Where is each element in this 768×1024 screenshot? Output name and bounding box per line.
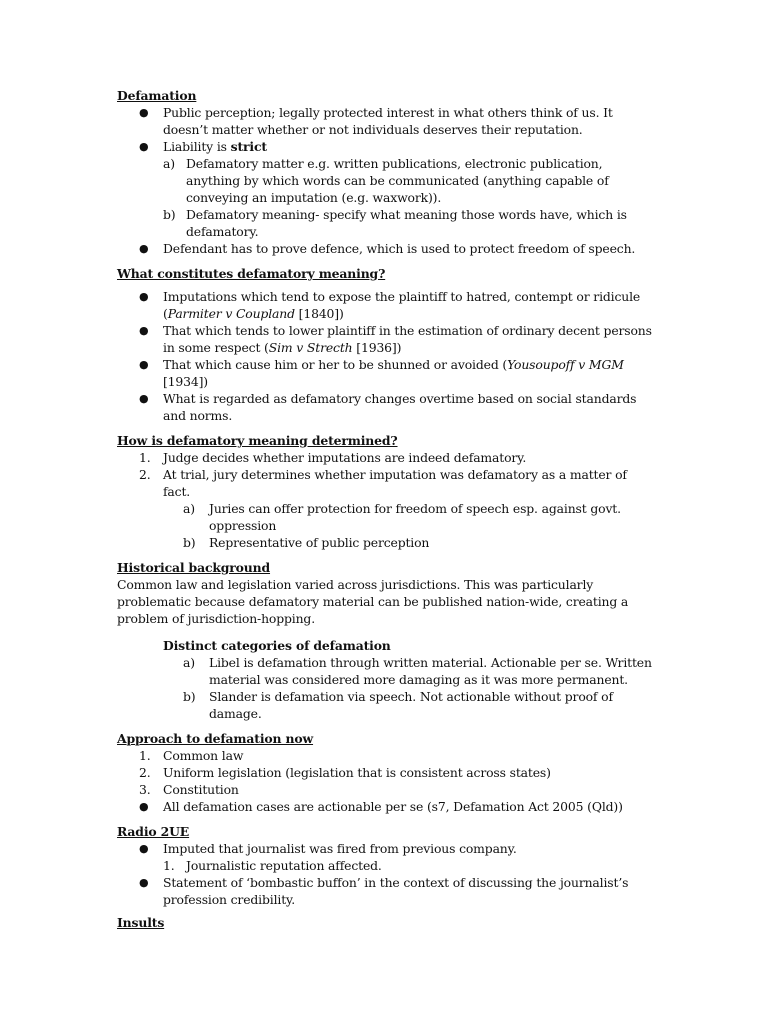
letter-marker: b) <box>163 207 176 222</box>
text-run: [1934]) <box>163 374 208 389</box>
lettered-text: Defamatory matter e.g. written publications, electronic publication, anything by which words can be communicated (anything capable of conveying an imputation (e.g. waxwork)). <box>186 156 609 205</box>
number-marker: 1. <box>139 748 151 763</box>
number-marker: 1. <box>139 450 151 465</box>
subheading-categories: Distinct categories of defamation <box>163 638 391 653</box>
lettered-item <box>117 206 657 240</box>
bullet-text: Defendant has to prove defence, which is used to protect freedom of speech. <box>163 241 636 256</box>
document-body <box>117 87 657 931</box>
lettered-item <box>117 534 657 551</box>
text-run: [1936]) <box>352 340 402 355</box>
heading-radio-2ue: Radio 2UE <box>117 824 190 839</box>
bullet-item <box>117 104 657 138</box>
lettered-text: Libel is defamation through written material. Actionable per se. Written material was considered more damaging as it was more permanent. <box>209 655 652 687</box>
bullet-text: What is regarded as defamatory changes overtime based on social standards and norms. <box>163 391 637 423</box>
case-name: Parmiter v Coupland <box>167 306 295 321</box>
bullet-text: Public perception; legally protected interest in what others think of us. It doesn’t matter whether or not individuals deserves their reputation. <box>163 105 613 137</box>
bullet-item <box>117 840 657 857</box>
numbered-text: Uniform legislation (legislation that is consistent across states) <box>163 765 551 780</box>
numbered-text: At trial, jury determines whether imputation was defamatory as a matter of fact. <box>163 467 627 499</box>
numbered-text: Common law <box>163 748 244 763</box>
bullet-marker: ● <box>139 876 149 889</box>
numbered-item <box>117 764 657 781</box>
heading-approach-now: Approach to defamation now <box>117 731 314 746</box>
numbered-text: Judge decides whether imputations are indeed defamatory. <box>163 450 527 465</box>
letter-marker: b) <box>183 535 196 550</box>
bullet-item <box>117 322 657 356</box>
numbered-item <box>117 449 657 466</box>
bullet-text <box>163 356 657 390</box>
lettered-item <box>117 654 657 688</box>
lettered-item <box>117 155 657 206</box>
bullet-item <box>117 798 657 815</box>
bullet-marker: ● <box>139 140 149 153</box>
numbered-text: Journalistic reputation affected. <box>186 858 382 873</box>
numbered-text: Constitution <box>163 782 239 797</box>
text-run: That which tends to lower plaintiff in the estimation of ordinary decent persons in some respect ( <box>163 323 652 355</box>
bullet-marker: ● <box>139 842 149 855</box>
bullet-text: All defamation cases are actionable per se (s7, Defamation Act 2005 (Qld)) <box>163 799 623 814</box>
lettered-text: Slander is defamation via speech. Not actionable without proof of damage. <box>209 689 613 721</box>
heading-historical-background: Historical background <box>117 560 271 575</box>
heading-defamation: Defamation <box>117 88 197 103</box>
numbered-item <box>117 747 657 764</box>
numbered-item <box>117 857 657 874</box>
bullet-item <box>117 356 657 390</box>
bullet-marker: ● <box>139 800 149 813</box>
text-run: That which cause him or her to be shunned or avoided ( <box>163 357 508 372</box>
bullet-item <box>117 240 657 257</box>
lettered-text: Defamatory meaning- specify what meaning those words have, which is defamatory. <box>186 207 627 239</box>
letter-marker: a) <box>183 501 195 516</box>
lettered-item <box>117 500 657 534</box>
bullet-marker: ● <box>139 290 149 303</box>
bullet-marker: ● <box>139 324 149 337</box>
letter-marker: b) <box>183 689 196 704</box>
number-marker: 2. <box>139 467 151 482</box>
bullet-text <box>163 322 657 356</box>
bullet-marker: ● <box>139 242 149 255</box>
bullet-text <box>163 138 657 155</box>
numbered-item <box>117 781 657 798</box>
numbered-item <box>117 466 657 500</box>
case-name: Yousoupoff v MGM <box>507 357 624 372</box>
number-marker: 1. <box>163 858 175 873</box>
lettered-item <box>117 688 657 722</box>
bullet-text <box>163 288 657 322</box>
bullet-item <box>117 390 657 424</box>
text-run: [1840]) <box>294 306 344 321</box>
text-run: Liability is <box>163 139 231 154</box>
bullet-item <box>117 138 657 155</box>
bullet-marker: ● <box>139 392 149 405</box>
text-run: Imputations which tend to expose the plaintiff to hatred, contempt or ridicule ( <box>163 289 641 321</box>
bullet-marker: ● <box>139 358 149 371</box>
paragraph: Common law and legislation varied across jurisdictions. This was particularly problematic because defamatory material can be published nation-wide, creating a problem of jurisdiction-hopping. <box>117 577 629 626</box>
letter-marker: a) <box>183 655 195 670</box>
lettered-text: Representative of public perception <box>209 535 430 550</box>
bullet-item <box>117 874 657 908</box>
strong-text: strict <box>230 139 267 154</box>
case-name: Sim v Strecth <box>268 340 353 355</box>
bullet-marker: ● <box>139 106 149 119</box>
heading-defamatory-meaning: What constitutes defamatory meaning? <box>117 266 386 281</box>
number-marker: 2. <box>139 765 151 780</box>
lettered-text: Juries can offer protection for freedom of speech esp. against govt. oppression <box>209 501 621 533</box>
heading-meaning-determined: How is defamatory meaning determined? <box>117 433 398 448</box>
bullet-text: Imputed that journalist was fired from previous company. <box>163 841 517 856</box>
heading-insults: Insults <box>117 915 165 930</box>
number-marker: 3. <box>139 782 151 797</box>
bullet-text: Statement of ‘bombastic buffon’ in the context of discussing the journalist’s profession credibility. <box>163 875 629 907</box>
bullet-item <box>117 288 657 322</box>
letter-marker: a) <box>163 156 175 171</box>
